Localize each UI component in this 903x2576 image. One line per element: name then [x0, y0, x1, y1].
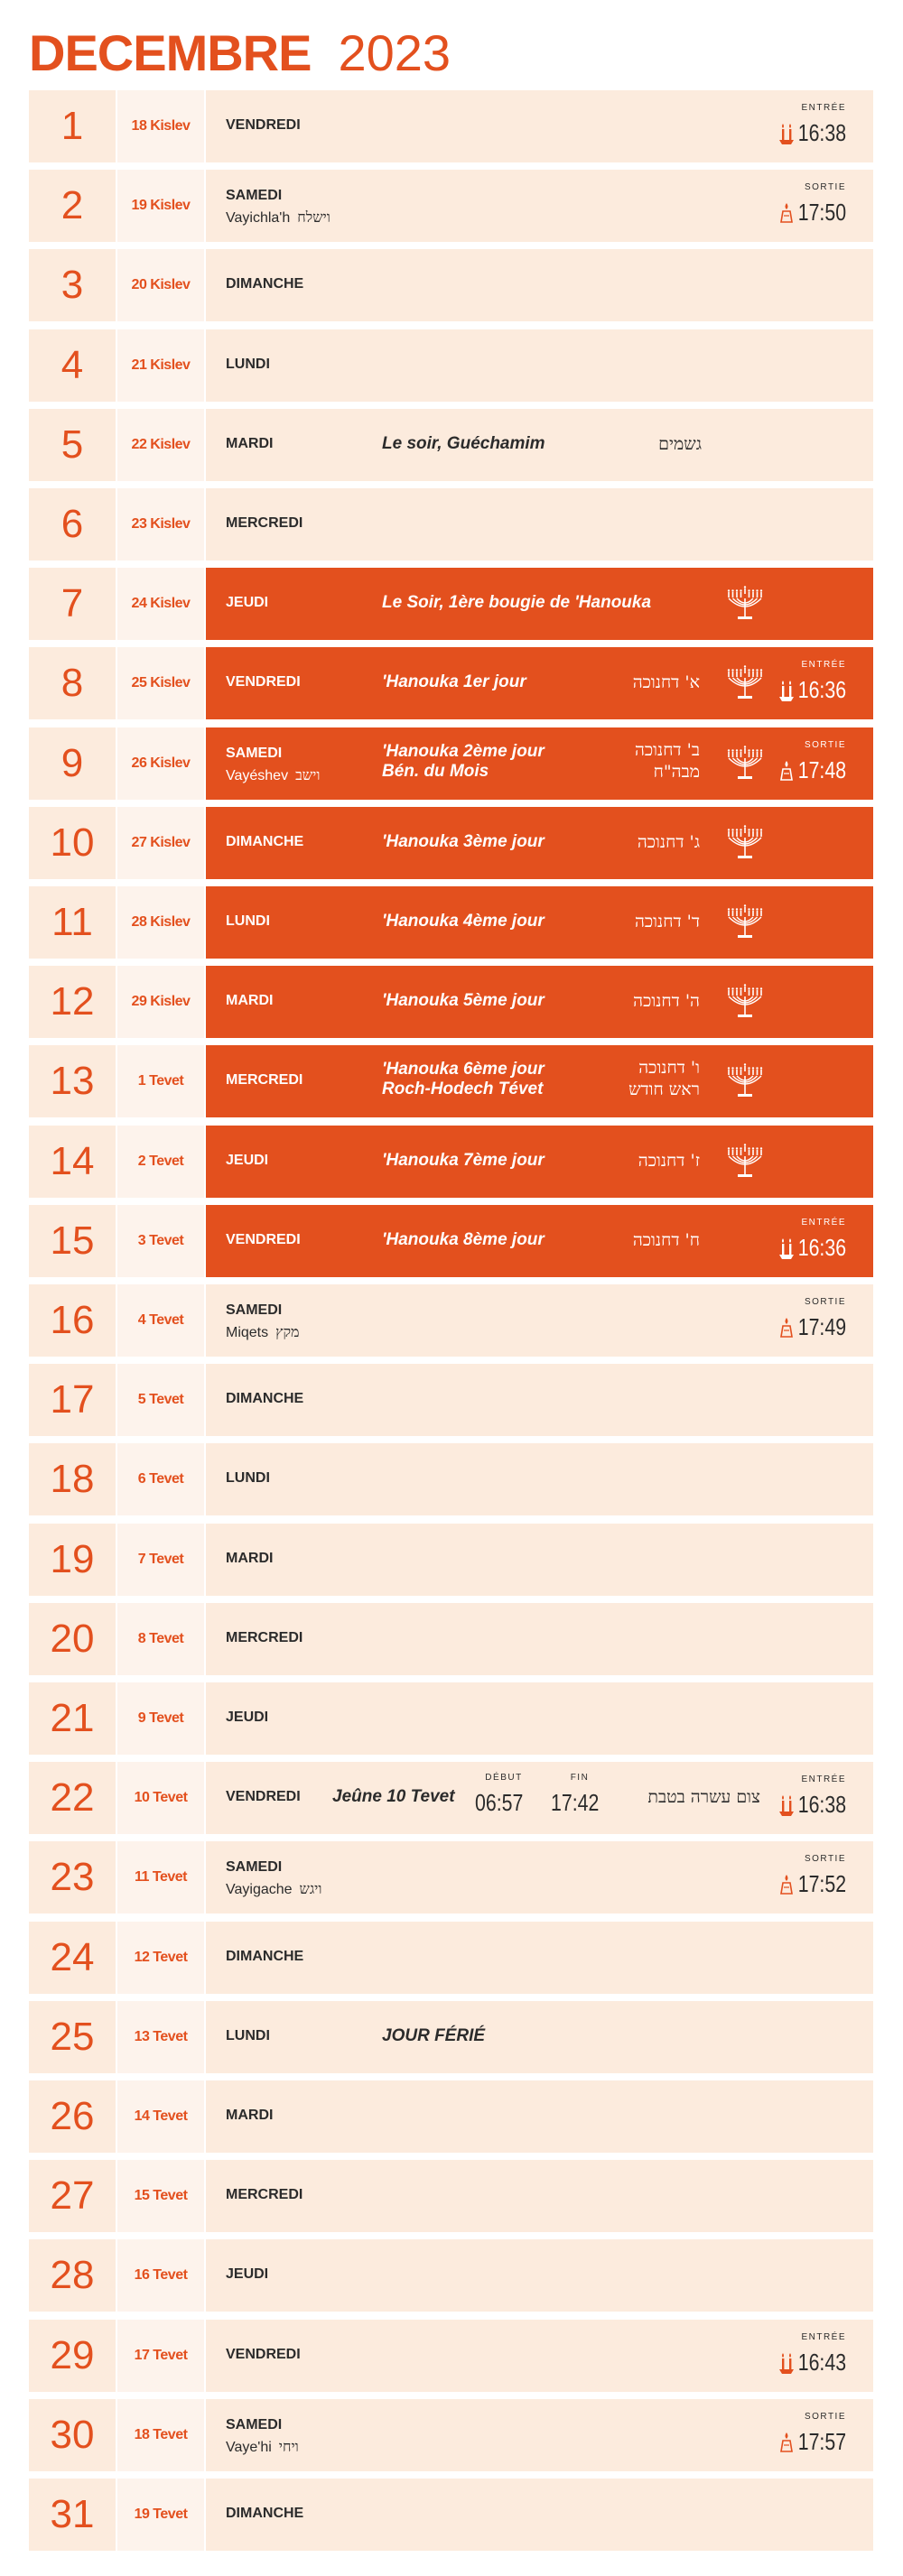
parasha-latin: Vayéshev: [226, 767, 289, 783]
havdala-icon: [777, 2430, 796, 2455]
day-number: 20: [29, 1603, 116, 1675]
hebrew-date: 23 Kislev: [117, 488, 204, 561]
weekday-label: MARDI: [226, 1550, 274, 1566]
hebrew-date: 20 Kislev: [117, 249, 204, 321]
weekday-label: SAMEDI: [226, 188, 283, 204]
hebrew-date: 13 Tevet: [117, 2001, 204, 2073]
day-number: 9: [29, 727, 116, 800]
day-row: [29, 2479, 873, 2551]
hebrew-date: 24 Kislev: [117, 568, 204, 640]
hebrew-date: 5 Tevet: [117, 1364, 204, 1436]
day-number: 19: [29, 1524, 116, 1596]
weekday-label: SAMEDI: [226, 2416, 283, 2432]
day-details: [206, 1284, 873, 1357]
parasha-name: [226, 1323, 300, 1341]
badge-label: ENTRÉE: [801, 2331, 846, 2342]
day-row: [29, 2080, 873, 2153]
day-details: [206, 1762, 873, 1834]
day-row: [29, 2399, 873, 2471]
menorah-icon: [726, 746, 764, 782]
day-row: [29, 568, 873, 640]
day-row: [29, 886, 873, 959]
day-details: [206, 2160, 873, 2232]
parasha-latin: Vaye'hi: [226, 2439, 272, 2455]
hebrew-date: 4 Tevet: [117, 1284, 204, 1357]
event-hebrew-2: מבה"ח: [653, 761, 700, 782]
event-label: Jeûne 10 Tevet: [332, 1787, 455, 1807]
parasha-hebrew: ויגש: [299, 1880, 322, 1898]
menorah-icon: [726, 586, 764, 622]
day-details: [206, 249, 873, 321]
day-number: 12: [29, 966, 116, 1038]
badge-time: 16:36: [797, 676, 846, 704]
day-row: [29, 1841, 873, 1913]
event-hebrew: ה' דחנוכה: [633, 991, 700, 1012]
hebrew-date: 22 Kislev: [117, 409, 204, 481]
hebrew-date: 6 Tevet: [117, 1443, 204, 1515]
hebrew-date: 18 Tevet: [117, 2399, 204, 2471]
badge-time: 16:38: [797, 1791, 846, 1819]
weekday-label: MARDI: [226, 435, 274, 451]
day-details: [206, 488, 873, 561]
menorah-icon: [726, 665, 764, 701]
day-number: 10: [29, 807, 116, 879]
badge-label: SORTIE: [804, 1854, 846, 1865]
candles-icon: [777, 121, 796, 146]
badge-time: 16:36: [797, 1233, 846, 1261]
fast-start-time: 06:57: [475, 1789, 524, 1817]
hebrew-date: 12 Tevet: [117, 1922, 204, 1994]
hebrew-date: 8 Tevet: [117, 1603, 204, 1675]
shabbat-time-badge: [777, 103, 846, 150]
menorah-icon: [726, 984, 764, 1020]
day-row: [29, 2001, 873, 2073]
hebrew-date: 7 Tevet: [117, 1524, 204, 1596]
parasha-latin: Miqets: [226, 1325, 269, 1340]
badge-time: 17:57: [797, 2427, 846, 2455]
day-number: 5: [29, 409, 116, 481]
hebrew-date: 25 Kislev: [117, 647, 204, 719]
day-details: [206, 1603, 873, 1675]
menorah-icon: [726, 1063, 764, 1099]
day-details: [206, 647, 873, 719]
candles-icon: [777, 678, 796, 703]
day-row: [29, 2160, 873, 2232]
day-number: 1: [29, 90, 116, 162]
day-details: [206, 1205, 873, 1277]
parasha-latin: Vayigache: [226, 1882, 293, 1898]
event-label: JOUR FÉRIÉ: [382, 2025, 486, 2045]
parasha-name: [226, 208, 330, 227]
day-row: [29, 966, 873, 1038]
parasha-hebrew: וישלח: [297, 208, 330, 227]
weekday-label: JEUDI: [226, 2266, 269, 2283]
shabbat-time-badge: [777, 1218, 846, 1265]
day-row: [29, 90, 873, 162]
weekday-label: MARDI: [226, 2108, 274, 2123]
fast-start: [475, 1773, 533, 1823]
shabbat-time-badge: [777, 1774, 846, 1821]
day-row: [29, 1922, 873, 1994]
event-label: 'Hanouka 8ème jour: [382, 1229, 545, 1249]
day-details: [206, 886, 873, 959]
hebrew-date: 29 Kislev: [117, 966, 204, 1038]
day-row: [29, 1284, 873, 1357]
day-details: [206, 1682, 873, 1755]
day-number: 16: [29, 1284, 116, 1357]
havdala-icon: [777, 1872, 796, 1897]
event-label: 'Hanouka 2ème jour: [382, 741, 545, 761]
day-number: 31: [29, 2479, 116, 2551]
hebrew-date: 19 Tevet: [117, 2479, 204, 2551]
weekday-label: MERCREDI: [226, 515, 303, 531]
day-number: 26: [29, 2080, 116, 2153]
day-row: [29, 1443, 873, 1515]
shabbat-time-badge: [777, 740, 846, 787]
parasha-name: [226, 1880, 321, 1898]
fast-end-label: FIN: [570, 1773, 590, 1784]
weekday-label: VENDREDI: [226, 674, 301, 690]
event-label: Le Soir, 1ère bougie de 'Hanouka: [382, 593, 652, 613]
weekday-label: DIMANCHE: [226, 1948, 304, 1964]
day-number: 28: [29, 2239, 116, 2312]
hebrew-date: 15 Tevet: [117, 2160, 204, 2232]
weekday-label: SAMEDI: [226, 745, 283, 761]
havdala-icon: [777, 758, 796, 783]
day-row: [29, 807, 873, 879]
event-hebrew: א' דחנוכה: [632, 672, 700, 693]
day-number: 3: [29, 249, 116, 321]
weekday-label: DIMANCHE: [226, 2506, 304, 2521]
day-row: [29, 727, 873, 800]
shabbat-time-badge: [777, 660, 846, 707]
parasha-hebrew: מקץ: [275, 1323, 300, 1340]
event-hebrew: ו' דחנוכה: [638, 1058, 700, 1079]
shabbat-time-badge: [777, 1854, 846, 1901]
day-number: 27: [29, 2160, 116, 2232]
day-row: [29, 249, 873, 321]
day-details: [206, 568, 873, 640]
event-hebrew: ד' דחנוכה: [634, 912, 700, 931]
day-row: [29, 329, 873, 402]
day-number: 29: [29, 2320, 116, 2392]
weekday-label: SAMEDI: [226, 1859, 283, 1876]
day-row: [29, 488, 873, 561]
event-label-2: Roch-Hodech Tévet: [382, 1080, 544, 1099]
day-row: [29, 2239, 873, 2312]
weekday-label: VENDREDI: [226, 2346, 301, 2362]
day-details: [206, 90, 873, 162]
weekday-label: LUNDI: [226, 356, 270, 372]
hebrew-date: 2 Tevet: [117, 1126, 204, 1198]
hebrew-date: 10 Tevet: [117, 1762, 204, 1834]
day-row: [29, 1045, 873, 1117]
badge-label: SORTIE: [804, 2411, 846, 2422]
hebrew-date: 21 Kislev: [117, 329, 204, 402]
badge-label: ENTRÉE: [801, 103, 846, 113]
hebrew-date: 18 Kislev: [117, 90, 204, 162]
shabbat-time-badge: [777, 182, 846, 229]
badge-label: SORTIE: [804, 739, 846, 750]
day-details: [206, 409, 873, 481]
event-label: 'Hanouka 5ème jour: [382, 991, 545, 1011]
badge-label: ENTRÉE: [801, 1217, 846, 1228]
day-number: 2: [29, 170, 116, 242]
day-number: 30: [29, 2399, 116, 2471]
event-hebrew: ח' דחנוכה: [632, 1229, 700, 1250]
weekday-label: VENDREDI: [226, 1789, 301, 1805]
shabbat-time-badge: [777, 2412, 846, 2459]
event-label: 'Hanouka 4ème jour: [382, 912, 545, 931]
havdala-icon: [777, 200, 796, 226]
day-number: 14: [29, 1126, 116, 1198]
hebrew-date: 17 Tevet: [117, 2320, 204, 2392]
candles-icon: [777, 1236, 796, 1261]
day-row: [29, 170, 873, 242]
day-number: 18: [29, 1443, 116, 1515]
day-number: 17: [29, 1364, 116, 1436]
weekday-label: DIMANCHE: [226, 833, 304, 849]
day-details: [206, 2479, 873, 2551]
weekday-label: JEUDI: [226, 595, 269, 611]
weekday-label: MERCREDI: [226, 1072, 303, 1089]
badge-label: SORTIE: [804, 1297, 846, 1307]
shabbat-time-badge: [777, 2332, 846, 2379]
badge-time: 16:38: [797, 119, 846, 146]
badge-time: 17:52: [797, 1870, 846, 1898]
parasha-latin: Vayichla'h: [226, 210, 291, 227]
event-hebrew: ג' דחנוכה: [637, 831, 700, 852]
weekday-label: JEUDI: [226, 1152, 269, 1168]
day-details: [206, 1443, 873, 1515]
day-number: 11: [29, 886, 116, 959]
weekday-label: SAMEDI: [226, 1302, 283, 1318]
fast-end: [551, 1773, 609, 1823]
event-label: 'Hanouka 3ème jour: [382, 831, 545, 851]
hebrew-date: 9 Tevet: [117, 1682, 204, 1755]
year-title: 2023: [338, 24, 452, 81]
weekday-label: MERCREDI: [226, 2187, 303, 2203]
day-details: [206, 2320, 873, 2392]
menorah-icon: [726, 825, 764, 861]
badge-time: 17:48: [797, 755, 846, 783]
weekday-label: LUNDI: [226, 1470, 270, 1487]
weekday-label: JEUDI: [226, 1710, 269, 1725]
day-details: [206, 727, 873, 800]
day-row: [29, 2320, 873, 2392]
hebrew-date: 19 Kislev: [117, 170, 204, 242]
day-details: [206, 966, 873, 1038]
fast-end-time: 17:42: [551, 1789, 600, 1817]
day-details: [206, 2399, 873, 2471]
event-label: 'Hanouka 7ème jour: [382, 1150, 545, 1170]
day-details: [206, 1922, 873, 1994]
parasha-name: [226, 2438, 299, 2456]
day-details: [206, 2080, 873, 2153]
day-details: [206, 2001, 873, 2073]
menorah-icon: [726, 1144, 764, 1180]
event-hebrew-2: ראש חודש: [628, 1080, 700, 1100]
hebrew-date: 28 Kislev: [117, 886, 204, 959]
day-number: 8: [29, 647, 116, 719]
calendar-header: [29, 23, 451, 87]
badge-label: ENTRÉE: [801, 1774, 846, 1785]
day-row: [29, 1682, 873, 1755]
weekday-label: DIMANCHE: [226, 1391, 304, 1407]
event-hebrew: ב' דחנוכה: [634, 739, 700, 760]
badge-label: SORTIE: [804, 182, 846, 193]
parasha-name: [226, 766, 320, 784]
day-number: 25: [29, 2001, 116, 2073]
day-row: [29, 1364, 873, 1436]
day-number: 4: [29, 329, 116, 402]
day-number: 7: [29, 568, 116, 640]
day-number: 6: [29, 488, 116, 561]
menorah-icon: [726, 904, 764, 941]
event-label: 'Hanouka 6ème jour: [382, 1060, 545, 1080]
day-row: [29, 409, 873, 481]
event-label-2: Bén. du Mois: [382, 761, 489, 781]
day-row: [29, 1603, 873, 1675]
weekday-label: LUNDI: [226, 2027, 270, 2043]
event-hebrew: צום עשרה בטבת: [647, 1787, 760, 1808]
day-number: 24: [29, 1922, 116, 1994]
day-details: [206, 1524, 873, 1596]
weekday-label: VENDREDI: [226, 1231, 301, 1247]
havdala-icon: [777, 1315, 796, 1340]
weekday-label: DIMANCHE: [226, 276, 304, 292]
fast-start-label: DÉBUT: [485, 1773, 523, 1784]
weekday-label: MERCREDI: [226, 1629, 303, 1645]
candles-icon: [777, 1793, 796, 1818]
candles-icon: [777, 2350, 796, 2376]
event-hebrew: גשמים: [658, 433, 702, 454]
day-details: [206, 1045, 873, 1117]
hebrew-date: 3 Tevet: [117, 1205, 204, 1277]
shabbat-time-badge: [777, 1297, 846, 1344]
day-number: 23: [29, 1841, 116, 1913]
day-row: [29, 1205, 873, 1277]
weekday-label: VENDREDI: [226, 117, 301, 133]
hebrew-date: 14 Tevet: [117, 2080, 204, 2153]
parasha-hebrew: ויחי: [278, 2437, 299, 2455]
day-row: [29, 1126, 873, 1198]
weekday-label: LUNDI: [226, 913, 270, 929]
day-details: [206, 170, 873, 242]
day-details: [206, 1841, 873, 1913]
badge-time: 17:50: [797, 199, 846, 227]
event-label: 'Hanouka 1er jour: [382, 672, 526, 692]
hebrew-date: 26 Kislev: [117, 727, 204, 800]
weekday-label: MARDI: [226, 993, 274, 1009]
day-details: [206, 329, 873, 402]
hebrew-date: 16 Tevet: [117, 2239, 204, 2312]
event-label: Le soir, Guéchamim: [382, 433, 545, 453]
badge-time: 16:43: [797, 2348, 846, 2376]
day-number: 21: [29, 1682, 116, 1755]
day-number: 22: [29, 1762, 116, 1834]
day-details: [206, 1364, 873, 1436]
day-row: [29, 647, 873, 719]
hebrew-date: 11 Tevet: [117, 1841, 204, 1913]
badge-time: 17:49: [797, 1313, 846, 1340]
hebrew-date: 27 Kislev: [117, 807, 204, 879]
badge-label: ENTRÉE: [801, 660, 846, 671]
day-number: 15: [29, 1205, 116, 1277]
day-row: [29, 1762, 873, 1834]
day-details: [206, 1126, 873, 1198]
event-hebrew: ז' דחנוכה: [638, 1150, 700, 1171]
day-row: [29, 1524, 873, 1596]
day-details: [206, 2239, 873, 2312]
day-number: 13: [29, 1045, 116, 1117]
parasha-hebrew: וישב: [295, 765, 321, 783]
day-details: [206, 807, 873, 879]
hebrew-date: 1 Tevet: [117, 1045, 204, 1117]
month-title: DECEMBRE: [29, 24, 312, 81]
